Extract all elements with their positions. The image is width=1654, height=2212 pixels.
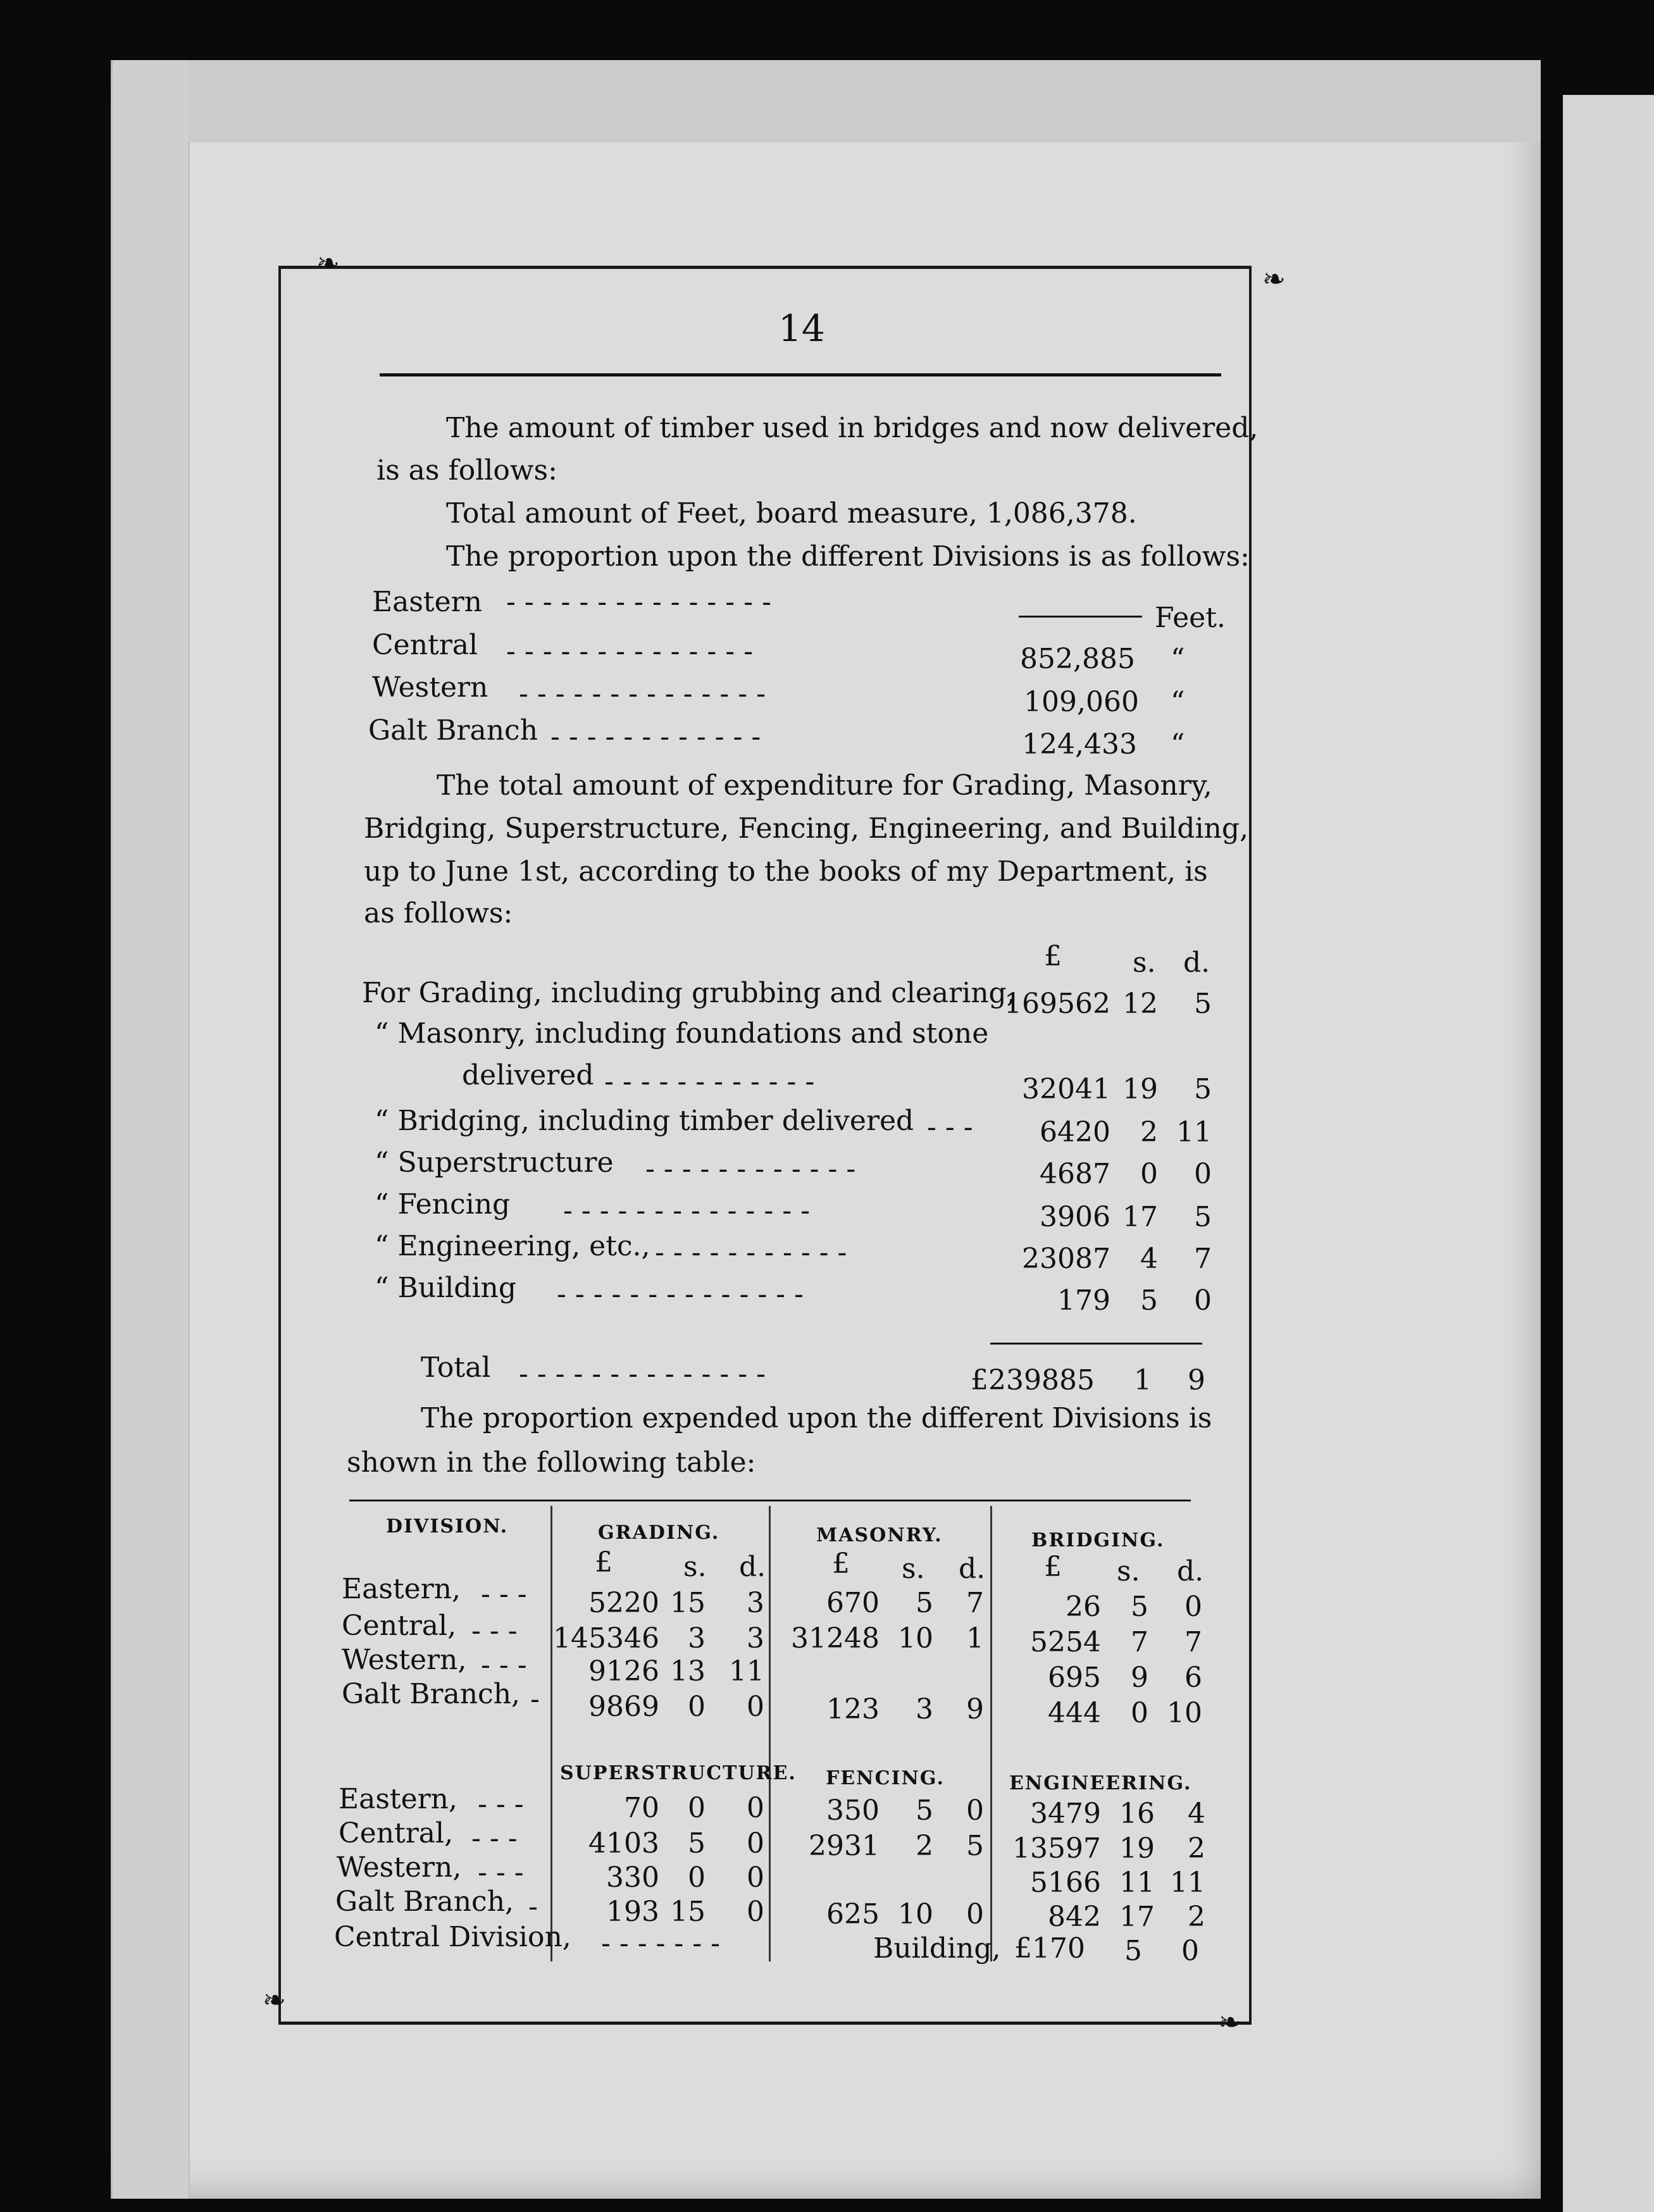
expenditure-pence: 0	[1194, 1284, 1212, 1317]
expenditure-dashes: - - - - - - - - - - - - - -	[563, 1195, 810, 1227]
expenditure-pounds: 6420	[1040, 1116, 1110, 1148]
superstructure-shillings: 5	[688, 1827, 706, 1860]
expenditure-total-shillings: 1	[1134, 1364, 1152, 1396]
header-rule	[380, 373, 1221, 376]
division-name: Central,	[342, 1610, 457, 1642]
timber-division-central: Central	[372, 629, 478, 661]
superstructure-pounds: 70	[624, 1792, 659, 1824]
masonry-pence: 9	[966, 1693, 984, 1725]
expenditure-total-pounds: £239885	[971, 1364, 1095, 1396]
header-bridging: BRIDGING.	[1031, 1529, 1165, 1551]
expenditure-shillings: 2	[1140, 1116, 1158, 1148]
grading-pence: 11	[729, 1655, 764, 1687]
fleuron-ornament-icon: ❧	[1262, 263, 1286, 295]
expenditure-total-label: Total	[421, 1351, 491, 1384]
bridging-pounds: 444	[1048, 1697, 1101, 1729]
timber-dashes: - - - - - - - - - - - - - -	[506, 635, 753, 668]
engineering-pence: 4	[1188, 1798, 1205, 1830]
expenditure-pence: 5	[1194, 988, 1212, 1020]
table-intro-line2: shown in the following table:	[347, 1446, 756, 1479]
division-name: Western,	[342, 1644, 467, 1676]
expenditure-item-label: “ Bridging, including timber delivered	[375, 1105, 914, 1137]
currency-pence: d.	[1177, 1555, 1204, 1588]
timber-dashes: - - - - - - - - - - - - - -	[519, 678, 766, 710]
page-binding-edge	[113, 60, 190, 2199]
division-name: Eastern,	[339, 1783, 458, 1815]
expenditure-shillings: 12	[1122, 988, 1158, 1020]
fleuron-ornament-icon: ❧	[1218, 2006, 1241, 2039]
fleuron-ornament-icon: ❧	[316, 247, 340, 280]
expenditure-item-label: delivered	[462, 1059, 594, 1091]
page-top-shadow	[189, 60, 1541, 142]
fencing-pence: 0	[966, 1794, 984, 1827]
division-dashes: - - -	[478, 1856, 524, 1889]
bridging-shillings: 9	[1131, 1662, 1148, 1694]
header-superstructure: SUPERSTRUCTURE.	[560, 1762, 797, 1784]
table-intro-line1: The proportion expended upon the different Divisions is	[421, 1402, 1212, 1434]
masonry-shillings: 10	[898, 1622, 933, 1655]
engineering-pounds: 3479	[1030, 1798, 1101, 1830]
currency-shillings: s.	[1117, 1555, 1140, 1588]
grading-shillings: 13	[670, 1655, 706, 1687]
timber-value-central: 852,885	[1020, 643, 1135, 675]
superstructure-pence: 0	[747, 1827, 764, 1860]
bridging-shillings: 5	[1131, 1591, 1148, 1623]
timber-value-galt: 124,433	[1022, 728, 1137, 761]
expenditure-item-label: “ Building	[375, 1272, 517, 1304]
division-name: Central Division,	[334, 1921, 571, 1953]
building-shillings: 5	[1124, 1935, 1142, 1967]
timber-intro-line1: The amount of timber used in bridges and now delivered,	[446, 412, 1259, 444]
currency-pence: d.	[959, 1553, 986, 1585]
expenditure-pounds: 169562	[1004, 988, 1110, 1020]
table-column-divider	[550, 1506, 552, 1961]
engineering-pence: 2	[1188, 1901, 1205, 1933]
superstructure-pence: 0	[747, 1896, 764, 1928]
total-rule	[990, 1343, 1202, 1345]
division-dashes: - - -	[471, 1615, 518, 1647]
masonry-pounds: 670	[826, 1587, 880, 1619]
division-name: Galt Branch,	[335, 1886, 514, 1918]
masonry-pence: 1	[966, 1622, 984, 1655]
grading-pounds: 9869	[588, 1691, 659, 1723]
expenditure-item-label: “ Masonry, including foundations and stone	[375, 1017, 989, 1050]
grading-pounds: 9126	[588, 1655, 659, 1687]
superstructure-pence: 0	[747, 1792, 764, 1824]
grading-shillings: 3	[688, 1622, 706, 1655]
expenditure-pounds: 179	[1057, 1284, 1110, 1317]
timber-division-western: Western	[372, 671, 488, 704]
table-column-divider	[990, 1506, 992, 1961]
division-dashes: - - - - - - -	[601, 1927, 720, 1960]
fencing-pence: 5	[966, 1830, 984, 1862]
superstructure-pounds: 4103	[588, 1827, 659, 1860]
building-pence: 0	[1181, 1935, 1199, 1967]
expenditure-para-line2: Bridging, Superstructure, Fencing, Engineering, and Building,	[364, 812, 1249, 845]
bridging-shillings: 0	[1131, 1697, 1148, 1729]
table-top-rule	[349, 1500, 1191, 1501]
timber-total-line: Total amount of Feet, board measure, 1,086,378.	[446, 497, 1137, 530]
masonry-pence: 7	[966, 1587, 984, 1619]
masonry-pounds: 31248	[791, 1622, 880, 1655]
bridging-pence: 0	[1185, 1591, 1202, 1623]
ditto-mark: “	[1171, 728, 1185, 761]
timber-heading-rule	[1019, 616, 1142, 618]
grading-shillings: 15	[670, 1587, 706, 1619]
fleuron-ornament-icon: ❧	[263, 1984, 286, 2016]
timber-proportion-line: The proportion upon the different Divisions is as follows:	[446, 540, 1250, 573]
grading-shillings: 0	[688, 1691, 706, 1723]
timber-dashes: - - - - - - - - - - - - - - -	[506, 586, 771, 618]
expenditure-pence: 7	[1194, 1243, 1212, 1275]
currency-pounds: £	[595, 1546, 612, 1579]
adjacent-page-edge	[1563, 95, 1654, 2212]
page-number: 14	[778, 307, 825, 350]
division-name: Central,	[339, 1817, 454, 1849]
division-dashes: -	[530, 1683, 540, 1715]
superstructure-pence: 0	[747, 1861, 764, 1894]
grading-pounds: 5220	[588, 1587, 659, 1619]
currency-pence: d.	[739, 1551, 766, 1583]
superstructure-shillings: 0	[688, 1861, 706, 1894]
timber-unit: Feet.	[1155, 602, 1226, 634]
currency-pounds: £	[832, 1548, 850, 1580]
expenditure-dashes: - - - - - - - - - - -	[655, 1236, 847, 1269]
expenditure-shillings: 19	[1122, 1073, 1158, 1105]
fencing-shillings: 10	[898, 1898, 933, 1930]
fencing-shillings: 2	[916, 1830, 933, 1862]
fencing-pence: 0	[966, 1898, 984, 1930]
grading-pence: 3	[747, 1587, 764, 1619]
expenditure-shillings: 4	[1140, 1243, 1158, 1275]
bridging-pounds: 695	[1048, 1662, 1101, 1694]
division-dashes: - - -	[478, 1788, 524, 1820]
building-label: Building,	[873, 1932, 1001, 1965]
timber-division-eastern: Eastern	[372, 586, 483, 618]
expenditure-dashes: - - - - - - - - - - - -	[604, 1066, 815, 1098]
expenditure-dashes: - - - - - - - - - - - -	[645, 1153, 856, 1185]
superstructure-shillings: 0	[688, 1792, 706, 1824]
expenditure-item-label: For Grading, including grubbing and clearing,	[362, 977, 1016, 1009]
expenditure-pounds: 32041	[1022, 1073, 1110, 1105]
expenditure-dashes: - - - - - - - - - - - - - -	[519, 1358, 766, 1390]
division-name: Galt Branch,	[342, 1678, 521, 1710]
expenditure-dashes: - - -	[927, 1111, 973, 1143]
expenditure-pounds: 4687	[1040, 1158, 1110, 1190]
header-division: DIVISION.	[386, 1515, 509, 1538]
ditto-mark: “	[1171, 686, 1185, 718]
engineering-pounds: 842	[1048, 1901, 1101, 1933]
bridging-pounds: 5254	[1030, 1626, 1101, 1658]
header-masonry: MASONRY.	[816, 1524, 943, 1546]
ditto-mark: “	[1171, 643, 1185, 675]
fencing-shillings: 5	[916, 1794, 933, 1827]
header-grading: GRADING.	[598, 1522, 720, 1544]
currency-shillings: s.	[902, 1553, 925, 1585]
expenditure-para-line3: up to June 1st, according to the books of my Department, is	[364, 855, 1208, 888]
column-pence-header: d.	[1183, 947, 1210, 979]
expenditure-item-label: “ Engineering, etc.,	[375, 1230, 650, 1262]
engineering-pounds: 13597	[1012, 1832, 1101, 1865]
engineering-pence: 2	[1188, 1832, 1205, 1865]
division-name: Western,	[337, 1851, 462, 1884]
grading-pence: 3	[747, 1622, 764, 1655]
engineering-shillings: 19	[1119, 1832, 1155, 1865]
column-shillings-header: s.	[1133, 947, 1156, 979]
engineering-pence: 11	[1170, 1867, 1205, 1899]
engineering-shillings: 17	[1119, 1901, 1155, 1933]
fencing-pounds: 625	[826, 1898, 880, 1930]
engineering-shillings: 16	[1119, 1798, 1155, 1830]
division-dashes: - - -	[471, 1822, 518, 1855]
table-column-divider	[769, 1506, 771, 1961]
expenditure-shillings: 0	[1140, 1158, 1158, 1190]
expenditure-shillings: 5	[1140, 1284, 1158, 1317]
expenditure-para-line1: The total amount of expenditure for Grading, Masonry,	[437, 769, 1212, 802]
bridging-pence: 10	[1167, 1697, 1202, 1729]
division-dashes: - - -	[481, 1649, 527, 1681]
expenditure-pounds: 23087	[1022, 1243, 1110, 1275]
division-dashes: -	[528, 1891, 538, 1923]
timber-intro-line2: is as follows:	[376, 454, 557, 487]
expenditure-shillings: 17	[1122, 1201, 1158, 1233]
bridging-shillings: 7	[1131, 1626, 1148, 1658]
fencing-pounds: 2931	[809, 1830, 880, 1862]
expenditure-pence: 5	[1194, 1073, 1212, 1105]
superstructure-shillings: 15	[670, 1896, 706, 1928]
column-pounds-header: £	[1044, 940, 1062, 972]
timber-value-western: 109,060	[1024, 686, 1139, 718]
bridging-pounds: 26	[1066, 1591, 1101, 1623]
engineering-shillings: 11	[1119, 1867, 1155, 1899]
grading-pounds: 145346	[553, 1622, 659, 1655]
expenditure-pence: 5	[1194, 1201, 1212, 1233]
masonry-shillings: 5	[916, 1587, 933, 1619]
engineering-pounds: 5166	[1030, 1867, 1101, 1899]
division-dashes: - - -	[481, 1578, 527, 1610]
expenditure-pounds: 3906	[1040, 1201, 1110, 1233]
expenditure-dashes: - - - - - - - - - - - - - -	[557, 1278, 804, 1310]
building-pounds: £170	[1014, 1932, 1085, 1965]
timber-dashes: - - - - - - - - - - - -	[550, 721, 761, 753]
currency-pounds: £	[1044, 1551, 1062, 1583]
bridging-pence: 7	[1185, 1626, 1202, 1658]
timber-division-galt: Galt Branch	[368, 714, 538, 747]
expenditure-pence: 0	[1194, 1158, 1212, 1190]
fencing-pounds: 350	[826, 1794, 880, 1827]
grading-pence: 0	[747, 1691, 764, 1723]
superstructure-pounds: 330	[606, 1861, 659, 1894]
masonry-pounds: 123	[826, 1693, 880, 1725]
expenditure-para-line4: as follows:	[364, 897, 513, 929]
bridging-pence: 6	[1185, 1662, 1202, 1694]
expenditure-total-pence: 9	[1188, 1364, 1205, 1396]
header-engineering: ENGINEERING.	[1009, 1772, 1192, 1794]
expenditure-item-label: “ Fencing	[375, 1188, 511, 1221]
currency-shillings: s.	[683, 1551, 707, 1583]
header-fencing: FENCING.	[826, 1767, 945, 1789]
superstructure-pounds: 193	[606, 1896, 659, 1928]
expenditure-pence: 11	[1176, 1116, 1212, 1148]
division-name: Eastern,	[342, 1573, 461, 1605]
masonry-shillings: 3	[916, 1693, 933, 1725]
expenditure-item-label: “ Superstructure	[375, 1146, 614, 1179]
